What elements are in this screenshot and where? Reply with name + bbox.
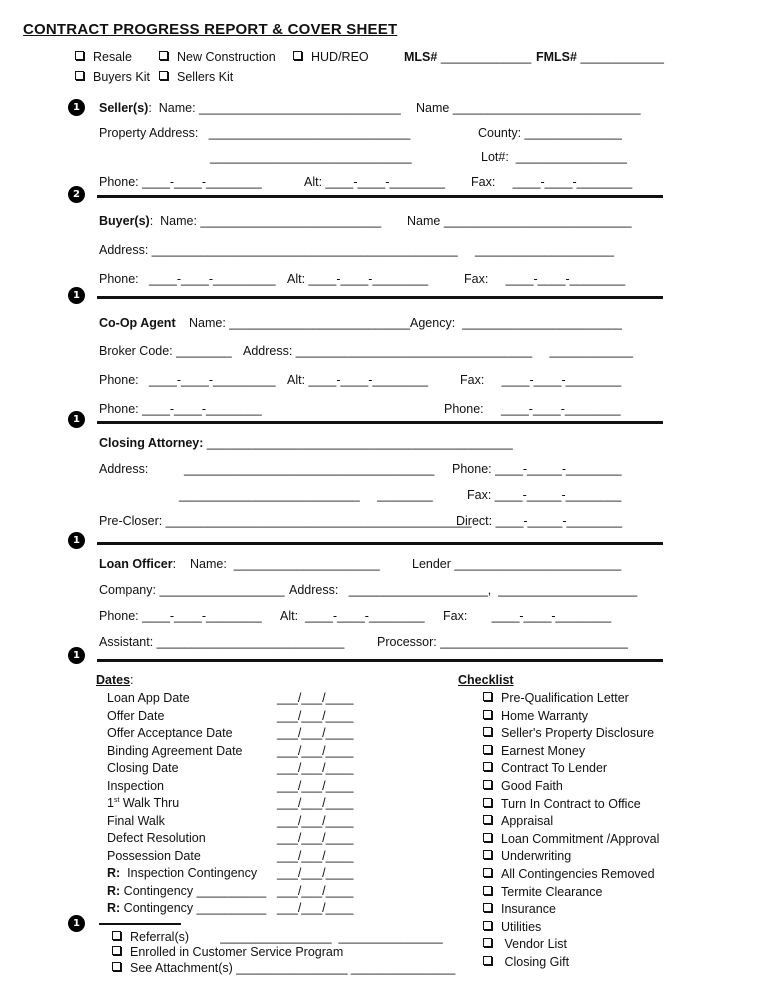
checkbox-icon[interactable]: [483, 727, 492, 736]
section-divider: [97, 542, 663, 545]
date-blank-field[interactable]: ___/___/____: [277, 848, 354, 863]
signature-rule: [99, 923, 181, 925]
checklist-item[interactable]: Vendor List: [483, 937, 567, 952]
seller-alt-field[interactable]: Alt: ____-____-________: [304, 175, 446, 189]
coop-phone-field[interactable]: Phone: ____-____-_________: [99, 373, 276, 387]
section-divider: [97, 195, 663, 198]
section-badge-icon: 1: [68, 411, 85, 428]
date-label: Inspection: [107, 778, 164, 793]
section-divider: [97, 659, 663, 662]
seller-fax-field[interactable]: Fax: ____-____-________: [471, 175, 633, 189]
checklist-item[interactable]: Underwriting: [483, 849, 571, 864]
coop-name-field[interactable]: Name: __________________________: [189, 316, 411, 330]
seller-phone-field[interactable]: Phone: ____-____-________: [99, 175, 262, 189]
checkbox-icon[interactable]: [75, 51, 84, 60]
date-label: 1st Walk Thru: [107, 796, 180, 810]
checkbox-icon[interactable]: [483, 745, 492, 754]
section-badge-icon: 1: [68, 915, 85, 932]
coop-agency-field[interactable]: Agency: _______________________: [410, 316, 623, 330]
checkbox-icon[interactable]: [483, 710, 492, 719]
attorney-address2-field[interactable]: __________________________ ________: [179, 488, 433, 502]
checkbox-icon[interactable]: [293, 51, 302, 60]
date-blank-field[interactable]: ___/___/____: [277, 743, 354, 758]
coop-alt-field[interactable]: Alt: ____-____-________: [287, 373, 429, 387]
coop-phone3-field[interactable]: Phone: ____-____-________: [444, 402, 621, 416]
date-label: R: Contingency __________: [107, 901, 267, 915]
loan-phone-field[interactable]: Phone: ____-____-________: [99, 609, 262, 623]
checkbox-icon[interactable]: [483, 868, 492, 877]
checkbox-icon[interactable]: [483, 762, 492, 771]
date-blank-field[interactable]: ___/___/____: [277, 813, 354, 828]
date-blank-field[interactable]: ___/___/____: [277, 901, 354, 915]
coop-phone2-field[interactable]: Phone: ____-____-________: [99, 402, 262, 416]
checkbox-icon[interactable]: [483, 833, 492, 842]
loan-fax-field[interactable]: Fax: ____-____-________: [443, 609, 612, 623]
section-badge-icon: 1: [68, 99, 85, 116]
checkbox-icon[interactable]: [112, 931, 121, 940]
checkbox-icon[interactable]: [483, 886, 492, 895]
checkbox-icon[interactable]: [483, 780, 492, 789]
date-blank-field[interactable]: ___/___/____: [277, 726, 354, 740]
checklist-item[interactable]: Contract To Lender: [483, 761, 607, 776]
checklist-item[interactable]: Loan Commitment /Approval: [483, 832, 659, 847]
checklist-item[interactable]: Home Warranty: [483, 709, 588, 724]
checklist-item[interactable]: Appraisal: [483, 814, 553, 829]
date-blank-field[interactable]: ___/___/____: [277, 691, 354, 705]
checkbox-icon[interactable]: [483, 798, 492, 807]
buyer-fax-field[interactable]: Fax: ____-____-________: [464, 272, 626, 286]
date-label: Loan App Date: [107, 691, 190, 705]
pre-closer-field[interactable]: Pre-Closer: ____________________________________________: [99, 514, 472, 528]
checkbox-icon[interactable]: [483, 938, 492, 947]
date-label: R: Inspection Contingency: [107, 866, 258, 880]
section-badge-icon: 1: [68, 532, 85, 549]
fmls-field[interactable]: FMLS# ____________: [536, 50, 664, 64]
date-blank-field[interactable]: ___/___/____: [277, 761, 354, 775]
checklist-item[interactable]: Pre-Qualification Letter: [483, 691, 629, 706]
date-label: Final Walk: [107, 813, 165, 828]
date-label: Offer Date: [107, 708, 165, 723]
seller-name2-field[interactable]: Name ___________________________: [416, 101, 641, 115]
mls-field[interactable]: MLS# _____________: [404, 50, 532, 64]
date-label: R: Contingency __________: [107, 883, 267, 898]
property-address2-field[interactable]: _____________________________: [210, 150, 412, 164]
section-badge-icon: 2: [68, 186, 85, 203]
section-divider: [97, 421, 663, 424]
checkbox-sellers-kit[interactable]: Sellers Kit: [159, 70, 233, 85]
checklist-item[interactable]: Seller's Property Disclosure: [483, 726, 654, 741]
checkbox-icon[interactable]: [112, 962, 121, 971]
checkbox-icon[interactable]: [483, 956, 492, 965]
buyer-name2-field[interactable]: Name ___________________________: [407, 214, 632, 228]
attorney-phone-field[interactable]: Phone: ____-_____-________: [452, 462, 622, 476]
checkbox-icon[interactable]: [159, 71, 168, 80]
checkbox-icon[interactable]: [483, 903, 492, 912]
checkbox-icon[interactable]: [112, 946, 121, 955]
broker-code-field[interactable]: Broker Code: ________: [99, 344, 232, 358]
checkbox-buyers-kit[interactable]: Buyers Kit: [75, 70, 150, 85]
date-blank-field[interactable]: ___/___/____: [277, 883, 354, 898]
checkbox-icon[interactable]: [75, 71, 84, 80]
checkbox-enrolled[interactable]: Enrolled in Customer Service Program: [112, 945, 343, 960]
checklist-item[interactable]: Insurance: [483, 902, 556, 917]
checklist-item[interactable]: Closing Gift: [483, 955, 569, 970]
checklist-item[interactable]: Utilities: [483, 920, 541, 935]
checkbox-icon[interactable]: [483, 692, 492, 701]
date-label: Closing Date: [107, 761, 179, 775]
section-badge-icon: 1: [68, 647, 85, 664]
checkbox-icon[interactable]: [483, 850, 492, 859]
buyer-name-field[interactable]: Buyer(s): Name: __________________________: [99, 214, 382, 228]
checkbox-attachment[interactable]: See Attachment(s) ________________ _______________: [112, 961, 455, 976]
loan-officer-name-field[interactable]: Loan Officer: Name: _____________________: [99, 557, 380, 571]
checkbox-resale[interactable]: Resale: [75, 50, 132, 65]
checkbox-new-construction[interactable]: New Construction: [159, 50, 276, 65]
buyer-alt-field[interactable]: Alt: ____-____-________: [287, 272, 429, 286]
checklist-item[interactable]: All Contingencies Removed: [483, 867, 655, 882]
lender-field[interactable]: Lender ________________________: [412, 557, 622, 571]
loan-alt-field[interactable]: Alt: ____-____-________: [280, 609, 425, 623]
property-address-field[interactable]: Property Address: _____________________________: [99, 126, 411, 140]
date-blank-field[interactable]: ___/___/____: [277, 866, 354, 880]
closing-attorney-field[interactable]: Closing Attorney: ____________________________________________: [99, 436, 513, 450]
date-blank-field[interactable]: ___/___/____: [277, 778, 354, 793]
date-label: Defect Resolution: [107, 831, 206, 845]
direct-field[interactable]: Direct: ____-_____-________: [456, 514, 623, 528]
buyer-address-field[interactable]: Address: ____________________________________________ ____________________: [99, 243, 615, 257]
section-badge-icon: 1: [68, 287, 85, 304]
assistant-field[interactable]: Assistant: ___________________________: [99, 635, 345, 649]
seller-name-field[interactable]: Seller(s): Name: _____________________________: [99, 101, 401, 115]
checkbox-icon[interactable]: [159, 51, 168, 60]
company-field[interactable]: Company: __________________: [99, 583, 285, 597]
date-label: Binding Agreement Date: [107, 743, 243, 758]
checklist-item[interactable]: Turn In Contract to Office: [483, 797, 641, 812]
coop-fax-field[interactable]: Fax: ____-____-________: [460, 373, 622, 387]
date-blank-field[interactable]: ___/___/____: [277, 708, 354, 723]
attorney-fax-field[interactable]: Fax: ____-_____-________: [467, 488, 622, 502]
lot-field[interactable]: Lot#: ________________: [481, 150, 627, 164]
checkbox-icon[interactable]: [483, 815, 492, 824]
attorney-address-label: Address:: [99, 462, 149, 476]
checklist-item[interactable]: Earnest Money: [483, 744, 585, 759]
date-label: Possession Date: [107, 848, 201, 863]
county-field[interactable]: County: ______________: [478, 126, 622, 140]
processor-field[interactable]: Processor: ___________________________: [377, 635, 628, 649]
checklist-heading: Checklist: [458, 673, 514, 687]
checkbox-icon[interactable]: [483, 921, 492, 930]
date-blank-field[interactable]: ___/___/____: [277, 796, 354, 810]
date-blank-field[interactable]: ___/___/____: [277, 831, 354, 845]
attorney-address-field[interactable]: ____________________________________: [184, 462, 435, 476]
dates-heading: Dates:: [96, 673, 134, 687]
checkbox-referral[interactable]: Referral(s) ________________ _______________: [112, 930, 443, 945]
loan-address-field[interactable]: Address: ____________________, ____________________: [289, 583, 638, 597]
date-label: Offer Acceptance Date: [107, 726, 233, 740]
checkbox-hud-reo[interactable]: HUD/REO: [293, 50, 369, 65]
checklist-item[interactable]: Good Faith: [483, 779, 563, 794]
page-title: CONTRACT PROGRESS REPORT & COVER SHEET: [23, 21, 398, 38]
section-divider: [97, 296, 663, 299]
coop-address-field[interactable]: Address: __________________________________ ____________: [243, 344, 633, 358]
buyer-phone-field[interactable]: Phone: ____-____-_________: [99, 272, 276, 286]
checklist-item[interactable]: Termite Clearance: [483, 885, 602, 900]
coop-agent-label: Co-Op Agent: [99, 316, 176, 330]
